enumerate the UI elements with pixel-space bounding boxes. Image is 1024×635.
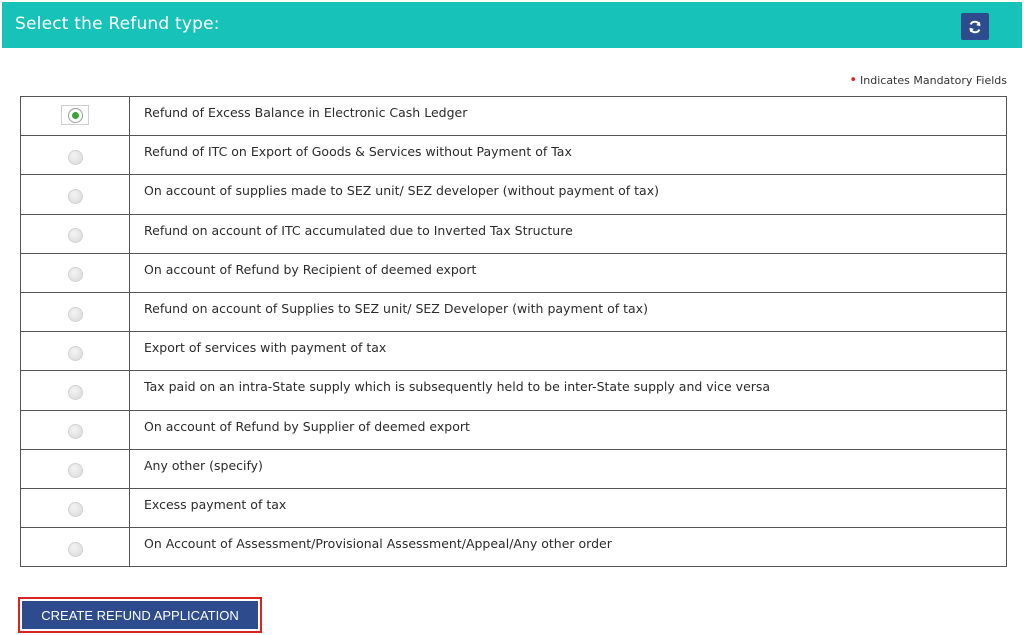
refund-option-label: On account of Refund by Supplier of deemed export [130,410,1007,449]
radio-wrapper [61,265,89,285]
refund-type-radio[interactable] [68,424,83,439]
refund-type-radio[interactable] [68,189,83,204]
radio-cell [21,528,130,567]
radio-wrapper [61,382,89,402]
create-refund-application-button[interactable]: CREATE REFUND APPLICATION [22,601,258,629]
refund-option-row[interactable] [21,449,1007,488]
radio-cell [21,175,130,214]
radio-cell [21,292,130,331]
refund-type-radio[interactable] [68,307,83,322]
radio-wrapper [61,500,89,520]
refund-option-row[interactable] [21,410,1007,449]
refund-option-label: Export of services with payment of tax [130,332,1007,371]
refund-option-label: Excess payment of tax [130,488,1007,527]
radio-cell [21,371,130,410]
radio-cell [21,488,130,527]
refund-type-radio[interactable] [68,502,83,517]
radio-wrapper [61,105,89,125]
section-title: Select the Refund type: [15,14,220,34]
radio-wrapper [61,343,89,363]
refund-type-radio[interactable] [68,150,83,165]
radio-wrapper [61,304,89,324]
refund-type-table [20,96,1007,567]
refund-option-row[interactable] [21,371,1007,410]
refund-type-radio[interactable] [68,463,83,478]
radio-cell [21,410,130,449]
radio-cell [21,332,130,371]
refund-option-label: Refund on account of ITC accumulated due to Inverted Tax Structure [130,214,1007,253]
refund-option-row[interactable] [21,332,1007,371]
refund-option-row[interactable] [21,97,1007,136]
refund-option-row[interactable] [21,136,1007,175]
radio-wrapper [61,422,89,442]
radio-wrapper [61,186,89,206]
radio-cell [21,253,130,292]
radio-cell [21,214,130,253]
refund-option-row[interactable] [21,488,1007,527]
refund-option-row[interactable] [21,528,1007,567]
refund-type-radio[interactable] [68,267,83,282]
refund-option-label: Any other (specify) [130,449,1007,488]
refund-type-radio[interactable] [68,108,83,123]
refund-option-label: Refund of ITC on Export of Goods & Services without Payment of Tax [130,136,1007,175]
refund-option-row[interactable] [21,175,1007,214]
refund-option-label: Tax paid on an intra-State supply which is subsequently held to be inter-State supply and vice versa [130,371,1007,410]
radio-cell [21,136,130,175]
refund-option-row[interactable] [21,214,1007,253]
refund-type-radio[interactable] [68,228,83,243]
refresh-button[interactable] [961,13,989,40]
refund-option-row[interactable] [21,253,1007,292]
refund-option-label: On account of Refund by Recipient of deemed export [130,253,1007,292]
refund-option-label: On account of supplies made to SEZ unit/ SEZ developer (without payment of tax) [130,175,1007,214]
mandatory-marker: • [849,73,858,88]
radio-wrapper [61,539,89,559]
radio-wrapper [61,226,89,246]
refund-option-label: On Account of Assessment/Provisional Assessment/Appeal/Any other order [130,528,1007,567]
refund-type-radio[interactable] [68,542,83,557]
refund-option-label: Refund of Excess Balance in Electronic Cash Ledger [144,105,468,120]
mandatory-fields-note [849,73,1007,88]
mandatory-note-text: Indicates Mandatory Fields [860,74,1007,87]
refund-option-label: Refund on account of Supplies to SEZ unit/ SEZ Developer (with payment of tax) [130,292,1007,331]
refresh-icon [968,20,982,34]
section-header [2,2,1022,48]
radio-wrapper [61,147,89,167]
refund-type-radio[interactable] [68,385,83,400]
radio-cell [21,97,130,136]
refund-option-row[interactable] [21,292,1007,331]
create-button-highlight [18,597,262,633]
radio-wrapper [61,461,89,481]
refund-type-radio[interactable] [68,346,83,361]
radio-cell [21,449,130,488]
